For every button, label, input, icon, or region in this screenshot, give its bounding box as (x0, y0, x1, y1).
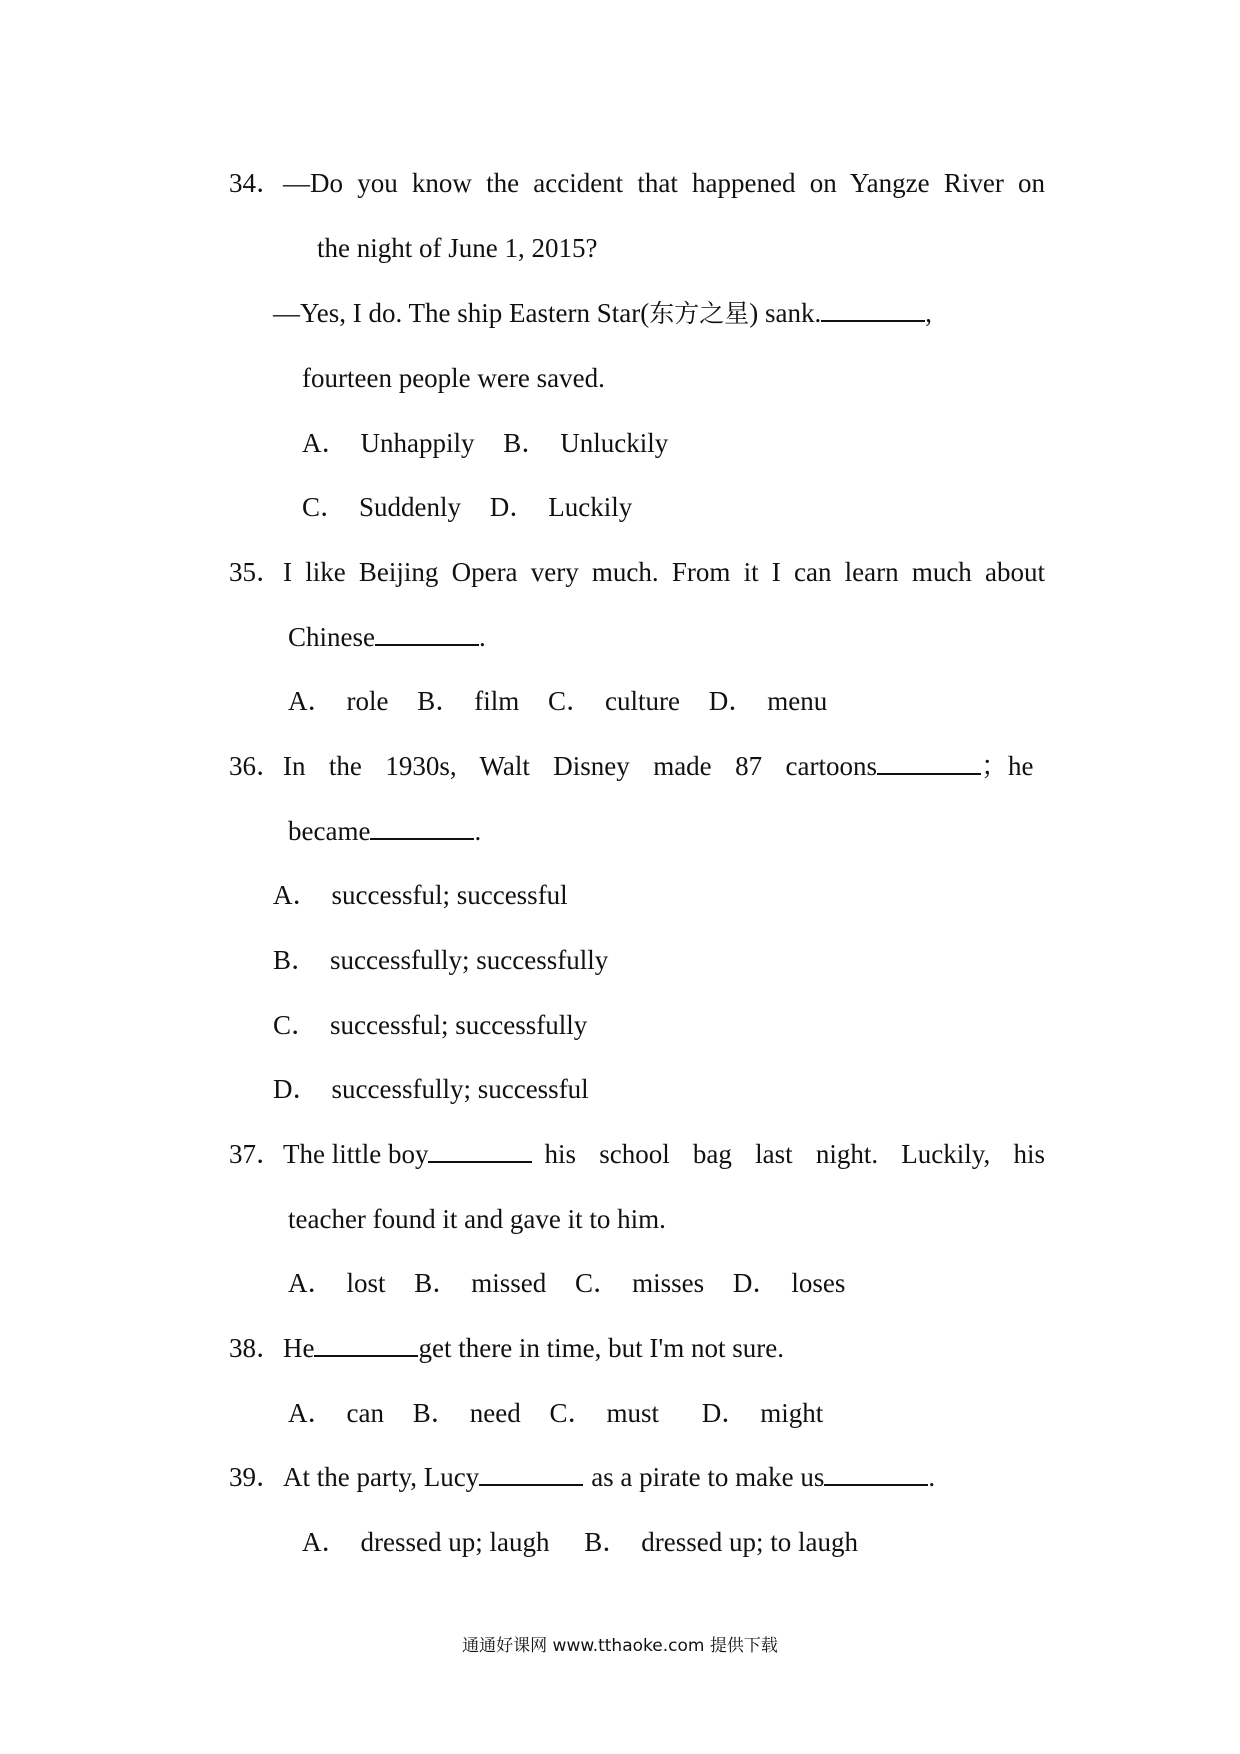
q34-option-d-text: Luckily (548, 492, 633, 522)
q36-stem-text1a: In the 1930s, Walt Disney made 87 cartoons (283, 751, 877, 781)
q36-stem-text1 (283, 749, 1045, 783)
q38-blank (314, 1331, 418, 1357)
q35-number: 35． (229, 557, 283, 587)
q37-option-b-text: missed (471, 1268, 547, 1298)
q34-stem-line2: the night of June 1, 2015? (317, 233, 598, 263)
q38-option-d-text: might (760, 1398, 824, 1428)
q36-option-b-text: successfully; successfully (330, 945, 609, 975)
q39-stem-text1a: At the party, Lucy (283, 1462, 480, 1492)
q34-reply-chinese: 东方之星 (649, 299, 750, 328)
q35-options (288, 684, 849, 718)
q39-option-b-letter: B． (584, 1527, 630, 1557)
q38-number: 38． (229, 1333, 283, 1363)
q37-stem-line1 (229, 1137, 1045, 1171)
q35-option-a-letter: A． (288, 686, 335, 716)
q38-option-a-letter: A． (288, 1398, 335, 1428)
q34-option-b-letter: B． (503, 428, 549, 458)
q37-option-c-letter: C． (575, 1268, 621, 1298)
q39-option-a-text: dressed up; laugh (360, 1527, 550, 1557)
q34-reply-part2: ) sank. (749, 298, 822, 328)
q36-number: 36． (229, 751, 283, 781)
q35-option-b-text: film (474, 686, 520, 716)
q37-option-c-text: misses (632, 1268, 705, 1298)
q35-stem-text1: I like Beijing Opera very much. From it I can learn much about (283, 557, 1045, 587)
q37-blank (428, 1137, 532, 1163)
q36-option-a (273, 878, 568, 912)
q38-option-b-text: need (469, 1398, 521, 1428)
q36-option-b (273, 943, 608, 977)
q35-option-c-text: culture (605, 686, 680, 716)
q34-number: 34． (229, 168, 283, 198)
q34-reply-comma: , (925, 298, 932, 328)
q37-stem-text1b: his school bag last night. Luckily, his (544, 1139, 1045, 1169)
q35-option-d-letter: D． (708, 686, 756, 716)
q38-stem-text1b: get there in time, but I'm not sure. (418, 1333, 785, 1363)
q35-blank (375, 620, 479, 646)
q35-stem-text2: Chinese (288, 622, 375, 652)
q35-option-d-text: menu (767, 686, 828, 716)
q36-stem-text2: became (288, 816, 371, 846)
q37-stem-text1a: The little boy (283, 1139, 429, 1169)
q39-options (302, 1525, 880, 1559)
q38-option-b-letter: B． (412, 1398, 458, 1428)
q39-stem-period: . (928, 1462, 936, 1492)
q37-option-b-letter: B． (414, 1268, 460, 1298)
q34-options-cd (302, 490, 654, 524)
q39-stem-line1 (229, 1460, 935, 1494)
q39-option-a-letter: A． (302, 1527, 349, 1557)
q34-options-ab (302, 426, 690, 460)
q36-stem-text1b: ；he (981, 751, 1034, 781)
q38-stem-line1 (229, 1331, 784, 1365)
q39-number: 39． (229, 1462, 283, 1492)
q39-blank2 (824, 1460, 928, 1486)
q34-blank (821, 296, 925, 322)
q36-stem-line2 (288, 814, 481, 848)
q34-option-a-letter: A． (302, 428, 349, 458)
q36-option-c-letter: C． (273, 1010, 319, 1040)
q37-option-a-text: lost (346, 1268, 386, 1298)
q37-option-d-text: loses (791, 1268, 846, 1298)
q36-stem-period: . (474, 816, 482, 846)
q37-options (288, 1266, 867, 1300)
q35-stem-period: . (479, 622, 486, 652)
q34-option-b-text: Unluckily (560, 428, 669, 458)
q37-option-d-letter: D． (732, 1268, 780, 1298)
q38-options (288, 1396, 845, 1430)
q35-stem-line2 (288, 620, 486, 654)
q39-stem-text1b: as a pirate to make us (591, 1462, 825, 1492)
footer-credit: 通通好课网 www.tthaoke.com 提供下载 (462, 1636, 778, 1656)
q38-option-d-letter: D． (701, 1398, 749, 1428)
q34-stem-line1 (229, 166, 1045, 200)
q37-stem-line2: teacher found it and gave it to him. (288, 1204, 666, 1234)
q36-stem-line1 (229, 749, 1045, 783)
q34-option-c-letter: C． (302, 492, 348, 522)
q39-blank1 (479, 1460, 583, 1486)
q35-stem-line1 (229, 555, 1045, 589)
q36-option-d-letter: D． (273, 1074, 320, 1104)
q37-number: 37． (229, 1139, 283, 1169)
q36-option-d-text: successfully; successful (331, 1074, 589, 1104)
q35-option-c-letter: C． (548, 686, 594, 716)
q36-blank1 (877, 749, 981, 775)
q36-option-c (273, 1008, 587, 1042)
q38-option-a-text: can (346, 1398, 384, 1428)
q34-reply-part1: —Yes, I do. The ship Eastern Star( (273, 298, 650, 328)
q36-option-b-letter: B． (273, 945, 319, 975)
q34-option-c-text: Suddenly (359, 492, 462, 522)
q35-option-b-letter: B． (417, 686, 463, 716)
q36-blank2 (370, 814, 474, 840)
q36-option-a-text: successful; successful (331, 880, 568, 910)
q38-stem-text1a: He (283, 1333, 315, 1363)
q34-stem-text1: —Do you know the accident that happened on Yangze River on (283, 168, 1045, 198)
q36-option-d (273, 1072, 589, 1106)
q34-option-d-letter: D． (489, 492, 537, 522)
q34-option-a-text: Unhappily (360, 428, 475, 458)
q39-option-b-text: dressed up; to laugh (641, 1527, 858, 1557)
q36-option-c-text: successful; successfully (330, 1010, 588, 1040)
q38-option-c-letter: C． (549, 1398, 595, 1428)
q36-option-a-letter: A． (273, 880, 320, 910)
q34-stem-line4: fourteen people were saved. (302, 363, 605, 393)
q35-option-a-text: role (346, 686, 389, 716)
q38-option-c-text: must (606, 1398, 659, 1428)
q37-option-a-letter: A． (288, 1268, 335, 1298)
q34-reply-line (273, 296, 1028, 331)
